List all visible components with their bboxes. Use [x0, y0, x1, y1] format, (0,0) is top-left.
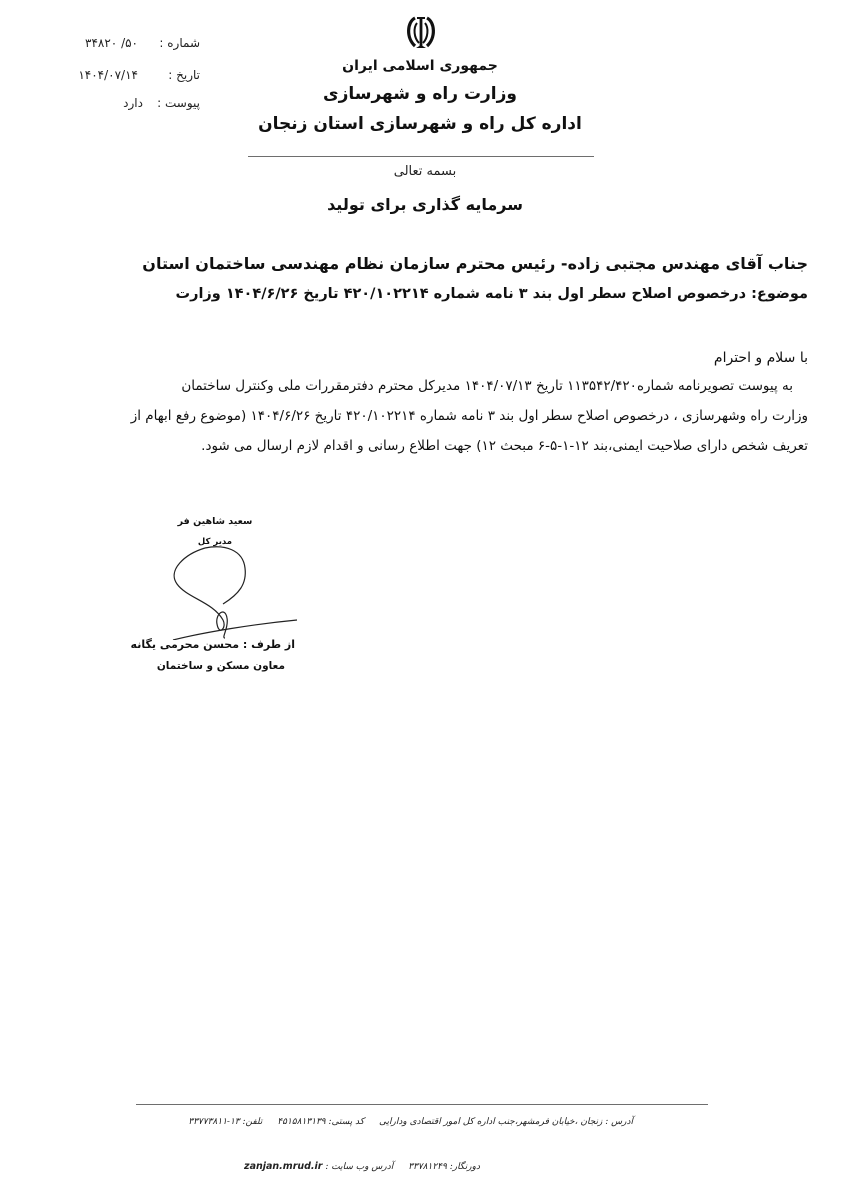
- handwritten-signature: [165, 540, 305, 640]
- footer-phone: تلفن: ۱۳-۳۳۷۷۳۸۱۱: [188, 1117, 263, 1127]
- footer-address: آدرس : زنجان ،خیابان فرمشهر،جنب اداره کل امور اقتصادی ودارایی: [379, 1117, 633, 1127]
- signatory-name: سعید شاهین فر: [177, 516, 253, 527]
- greeting: با سلام و احترام: [713, 350, 808, 366]
- letter-date-row: [55, 68, 200, 86]
- body-line: وزارت راه وشهرسازی ، درخصوص اصلاح سطر اول بند ۳ نامه شماره ۴۲۰/۱۰۲۲۱۴ تاریخ ۱۴۰۴/۶/۲۶ (موضوع رفع ابهام از: [130, 408, 808, 424]
- footer-postal-code: کد پستی: ۴۵۱۵۸۱۳۱۳۹: [277, 1117, 365, 1127]
- footer-website-label: آدرس وب سایت :: [325, 1162, 394, 1172]
- letter-number-label: شماره :: [159, 36, 200, 50]
- footer-website-link[interactable]: zanjan.mrud.ir: [244, 1161, 323, 1172]
- iran-emblem-icon: [401, 12, 441, 52]
- subject: موضوع: درخصوص اصلاح سطر اول بند ۳ نامه شماره ۴۲۰/۱۰۲۲۱۴ تاریخ ۱۴۰۴/۶/۲۶ وزارت: [175, 286, 808, 302]
- letter-number-value: ۵۰/ ۳۴۸۲۰: [85, 36, 138, 50]
- letter-attachment-row: [55, 96, 200, 114]
- letter-attachment-value: دارد: [123, 96, 143, 110]
- slogan: سرمایه گذاری برای تولید: [327, 195, 523, 214]
- body-line: به پیوست تصویرنامه شماره۱۱۳۵۴۲/۴۲۰ تاریخ ۱۴۰۴/۰۷/۱۳ مدیرکل محترم دفترمقررات ملی وکنترل ساختمان: [181, 378, 793, 394]
- footer-fax: دورنگار: ۳۳۷۸۱۲۴۹: [408, 1162, 480, 1172]
- header-department: اداره کل راه و شهرسازی استان زنجان: [258, 114, 582, 134]
- letter-date-value: ۱۴۰۴/۰۷/۱۴: [78, 68, 138, 82]
- addressee: جناب آقای مهندس مجتبی زاده- رئیس محترم سازمان نظام مهندسی ساختمان استان: [142, 254, 808, 273]
- deputy-title: معاون مسکن و ساختمان: [156, 660, 285, 672]
- footer-divider: [136, 1104, 708, 1105]
- letter-date-label: تاریخ :: [168, 68, 200, 82]
- header-ministry: وزارت راه و شهرسازی: [322, 84, 517, 104]
- header-country: جمهوری اسلامی ایران: [342, 58, 498, 74]
- header-divider: [248, 156, 594, 157]
- body-line: تعریف شخص دارای صلاحیت ایمنی،بند ۱۲-۱-۵-۶ مبحث ۱۲) جهت اطلاع رسانی و اقدام لازم ارسال می شود.: [201, 438, 808, 454]
- footer-contact-line: [244, 1161, 480, 1172]
- signatory-title: مدیر کل: [197, 537, 233, 547]
- on-behalf-of: از طرف : محسن محرمی یگانه: [130, 638, 295, 651]
- letter-attachment-label: پیوست :: [157, 96, 200, 110]
- footer-address-line: [176, 1117, 633, 1127]
- invocation: بسمه تعالی: [393, 164, 457, 179]
- letter-number-row: [55, 36, 200, 54]
